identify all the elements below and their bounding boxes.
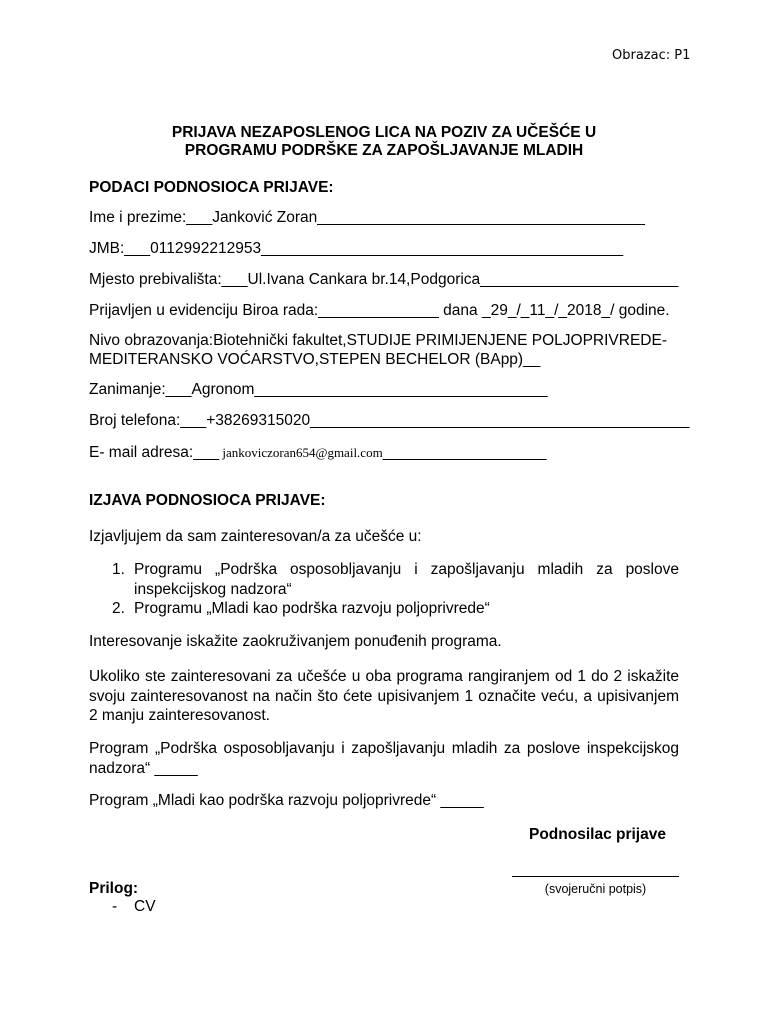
- form-title-line-2: PROGRAMU PODRŠKE ZA ZAPOŠLJAVANJE MLADIH: [184, 142, 584, 159]
- signature-line: [512, 876, 679, 877]
- ranking-note: Ukoliko ste zainteresovani za učešće u oba programa rangiranjem od 1 do 2 iskažite svoju zainteresovanost na način što ćete upisivanjem 1 označite veću, a upisivanjem 2 manju zainteresovanost.: [89, 668, 679, 724]
- rank-program-2: Program „Mladi kao podrška razvoju poljoprivrede“ _____: [89, 792, 484, 809]
- residence-field: Mjesto prebivališta:___Ul.Ivana Cankara br.14,Podgorica_______________________: [89, 271, 679, 288]
- program-text: Programu „Podrška osposobljavanju i zapošljavanju mladih za poslove inspekcijskog nadzora“: [134, 561, 679, 598]
- email-value: jankoviczoran654@gmail.com: [219, 445, 383, 460]
- program-list-item: [112, 599, 679, 619]
- statement-section-heading: IZJAVA PODNOSIOCA PRIJAVE:: [89, 492, 326, 509]
- form-title-line-1: PRIJAVA NEZAPOSLENOG LICA NA POZIV ZA UČEŠĆE U: [171, 124, 597, 141]
- attachment-bullet: -: [112, 898, 118, 915]
- attachment-heading: Prilog:: [89, 880, 139, 897]
- program-list-item: [112, 560, 679, 599]
- program-number: 2.: [112, 600, 125, 617]
- signature-caption: (svojeručni potpis): [544, 882, 647, 896]
- email-trailing-line: ___________________: [382, 444, 547, 461]
- email-field: [89, 444, 546, 462]
- selection-instruction: Interesovanje iskažite zaokruživanjem ponuđenih programa.: [89, 633, 502, 650]
- signature-title: Podnosilac prijave: [529, 826, 666, 843]
- email-label: E- mail adresa:___: [89, 444, 220, 461]
- jmb-field: JMB:___0112992212953__________________________________________: [89, 240, 624, 257]
- occupation-field: Zanimanje:___Agronom__________________________________: [89, 381, 548, 398]
- name-field: Ime i prezime:___Janković Zoran______________________________________: [89, 209, 645, 226]
- education-field-line-1: Nivo obrazovanja:Biotehnički fakultet,STUDIJE PRIMIJENJENE POLJOPRIVREDE-: [89, 332, 667, 349]
- phone-field: Broj telefona:___+38269315020____________________________________________: [89, 412, 690, 429]
- registration-field: Prijavljen u evidenciju Biroa rada:______________ dana _29_/_11_/_2018_/ godine.: [89, 302, 670, 319]
- education-field-line-2: MEDITERANSKO VOĆARSTVO,STEPEN BECHELOR (BApp)__: [89, 351, 541, 368]
- attachment-item: [112, 898, 156, 916]
- applicant-section-heading: PODACI PODNOSIOCA PRIJAVE:: [89, 179, 334, 196]
- program-number: 1.: [112, 561, 125, 578]
- form-code: Obrazac: P1: [612, 48, 691, 63]
- attachment-item-text: CV: [134, 898, 156, 915]
- program-list: [112, 560, 679, 619]
- statement-intro: Izjavljujem da sam zainteresovan/a za učešće u:: [89, 528, 422, 545]
- rank-program-1: Program „Podrška osposobljavanju i zapošljavanju mladih za poslove inspekcijskog nadzora“ _____: [89, 740, 679, 777]
- program-text: Programu „Mladi kao podrška razvoju poljoprivrede“: [134, 600, 490, 617]
